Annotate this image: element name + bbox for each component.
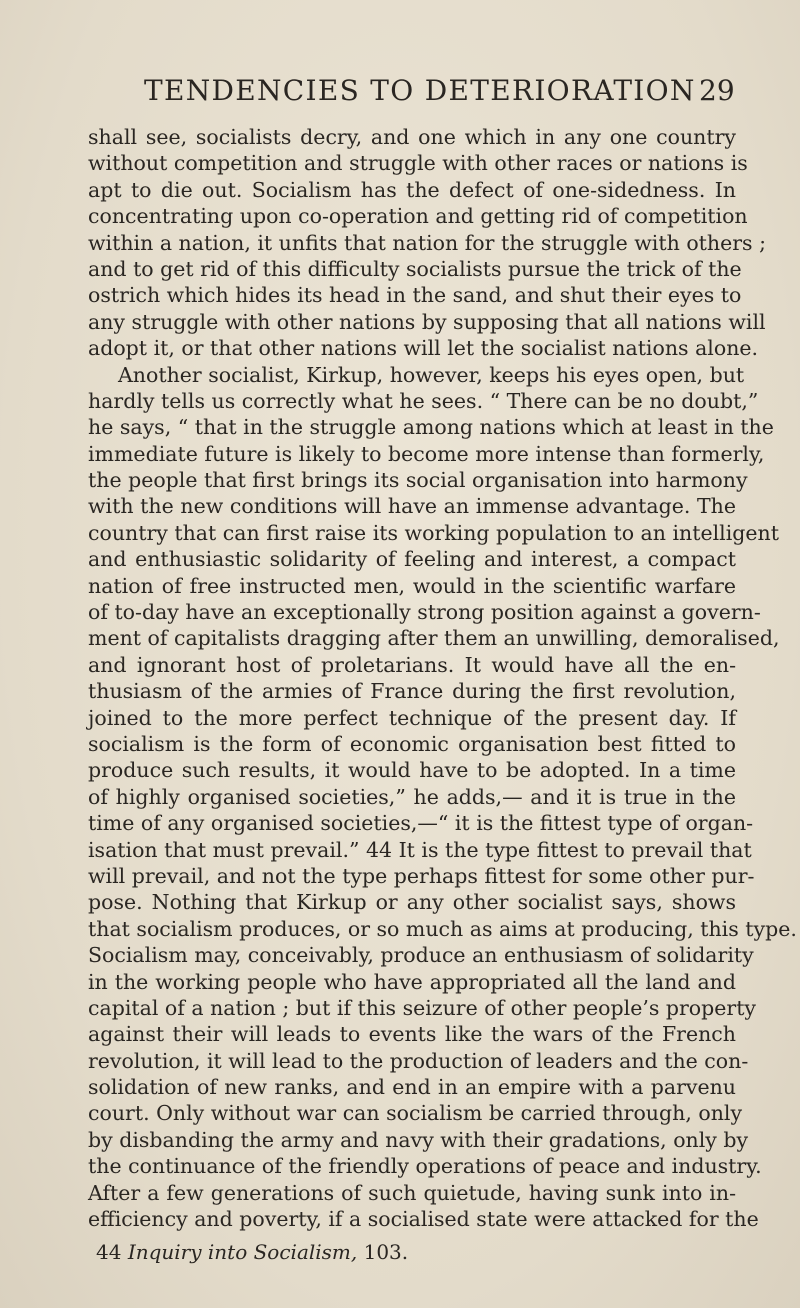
text-line: country that can first raise its working population to an intelligent bbox=[88, 520, 779, 545]
text-line: pose. Nothing that Kirkup or any other socialist says, shows bbox=[88, 890, 736, 915]
text-line: apt to die out. Socialism has the defect of one-sidedness. In bbox=[88, 177, 736, 202]
text-line: isation that must prevail.” 44 It is the type fittest to prevail that bbox=[88, 837, 752, 862]
text-line: ostrich which hides its head in the sand, and shut their eyes to bbox=[88, 283, 742, 308]
paragraph-start-line: Another socialist, Kirkup, however, keeps his eyes open, but bbox=[118, 362, 745, 387]
text-line: socialism is the form of economic organisation best fitted to bbox=[88, 731, 736, 756]
text-line: immediate future is likely to become more intense than formerly, bbox=[88, 441, 765, 466]
text-line: adopt it, or that other nations will let the socialist nations alone. bbox=[88, 336, 759, 361]
text-line: thusiasm of the armies of France during the first revolution, bbox=[88, 679, 736, 704]
text-line: he says, “ that in the struggle among nations which at least in the bbox=[88, 415, 774, 440]
text-line: by disbanding the army and navy with their gradations, only by bbox=[88, 1127, 749, 1152]
footnote-title: Inquiry into Socialism, bbox=[127, 1240, 358, 1264]
page-number: 29 bbox=[699, 74, 735, 107]
text-line: shall see, socialists decry, and one which in any one country bbox=[88, 125, 736, 149]
footnote bbox=[96, 1240, 408, 1264]
text-line: ment of capitalists dragging after them an unwilling, demoralised, bbox=[88, 626, 780, 651]
text-line: the continuance of the friendly operations of peace and industry. bbox=[88, 1154, 762, 1179]
body-text bbox=[88, 124, 797, 1232]
text-line: any struggle with other nations by supposing that all nations will bbox=[88, 309, 766, 334]
text-line: with the new conditions will have an immense advantage. The bbox=[88, 494, 736, 519]
text-line: hardly tells us correctly what he sees. “ There can be no doubt,” bbox=[88, 388, 759, 413]
text-line: and to get rid of this difficulty socialists pursue the trick of the bbox=[88, 256, 742, 281]
text-line: of highly organised societies,” he adds,— and it is true in the bbox=[88, 784, 736, 809]
running-head-title: TENDENCIES TO DETERIORATION bbox=[144, 74, 696, 107]
text-line: Socialism may, conceivably, produce an enthusiasm of solidarity bbox=[88, 943, 754, 968]
text-line: capital of a nation ; but if this seizure of other people’s property bbox=[88, 995, 757, 1020]
text-line: of to-day have an exceptionally strong position against a govern- bbox=[88, 600, 761, 625]
text-line: and ignorant host of proletarians. It would have all the en- bbox=[88, 652, 736, 677]
text-line: nation of free instructed men, would in the scientific warfare bbox=[88, 573, 736, 598]
text-line: concentrating upon co-operation and getting rid of competition bbox=[88, 204, 748, 229]
text-line: without competition and struggle with other races or nations is bbox=[88, 151, 748, 176]
text-line: the people that first brings its social organisation into harmony bbox=[88, 468, 748, 493]
text-line: After a few generations of such quietude, having sunk into in- bbox=[88, 1180, 736, 1205]
running-head bbox=[0, 74, 800, 114]
text-line: joined to the more perfect technique of the present day. If bbox=[88, 705, 736, 730]
text-line: will prevail, and not the type perhaps fittest for some other pur- bbox=[88, 863, 755, 888]
text-line: court. Only without war can socialism be carried through, only bbox=[88, 1101, 743, 1126]
footnote-page: 103. bbox=[363, 1240, 409, 1264]
text-line: that socialism produces, or so much as aims at producing, this type. bbox=[88, 916, 797, 941]
text-line: solidation of new ranks, and end in an empire with a parvenu bbox=[88, 1075, 736, 1100]
text-line: and enthusiastic solidarity of feeling and interest, a compact bbox=[88, 547, 736, 572]
text-line: against their will leads to events like the wars of the French bbox=[88, 1022, 736, 1047]
text-line: revolution, it will lead to the production of leaders and the con- bbox=[88, 1048, 749, 1073]
text-line: in the working people who have appropriated all the land and bbox=[88, 969, 736, 994]
footnote-number: 44 bbox=[96, 1240, 122, 1264]
text-line: time of any organised societies,—“ it is the fittest type of organ- bbox=[88, 811, 754, 836]
text-line: efficiency and poverty, if a socialised state were attacked for the bbox=[88, 1207, 759, 1232]
text-line: produce such results, it would have to be adopted. In a time bbox=[88, 758, 736, 783]
text-line: within a nation, it unfits that nation for the struggle with others ; bbox=[88, 230, 766, 255]
